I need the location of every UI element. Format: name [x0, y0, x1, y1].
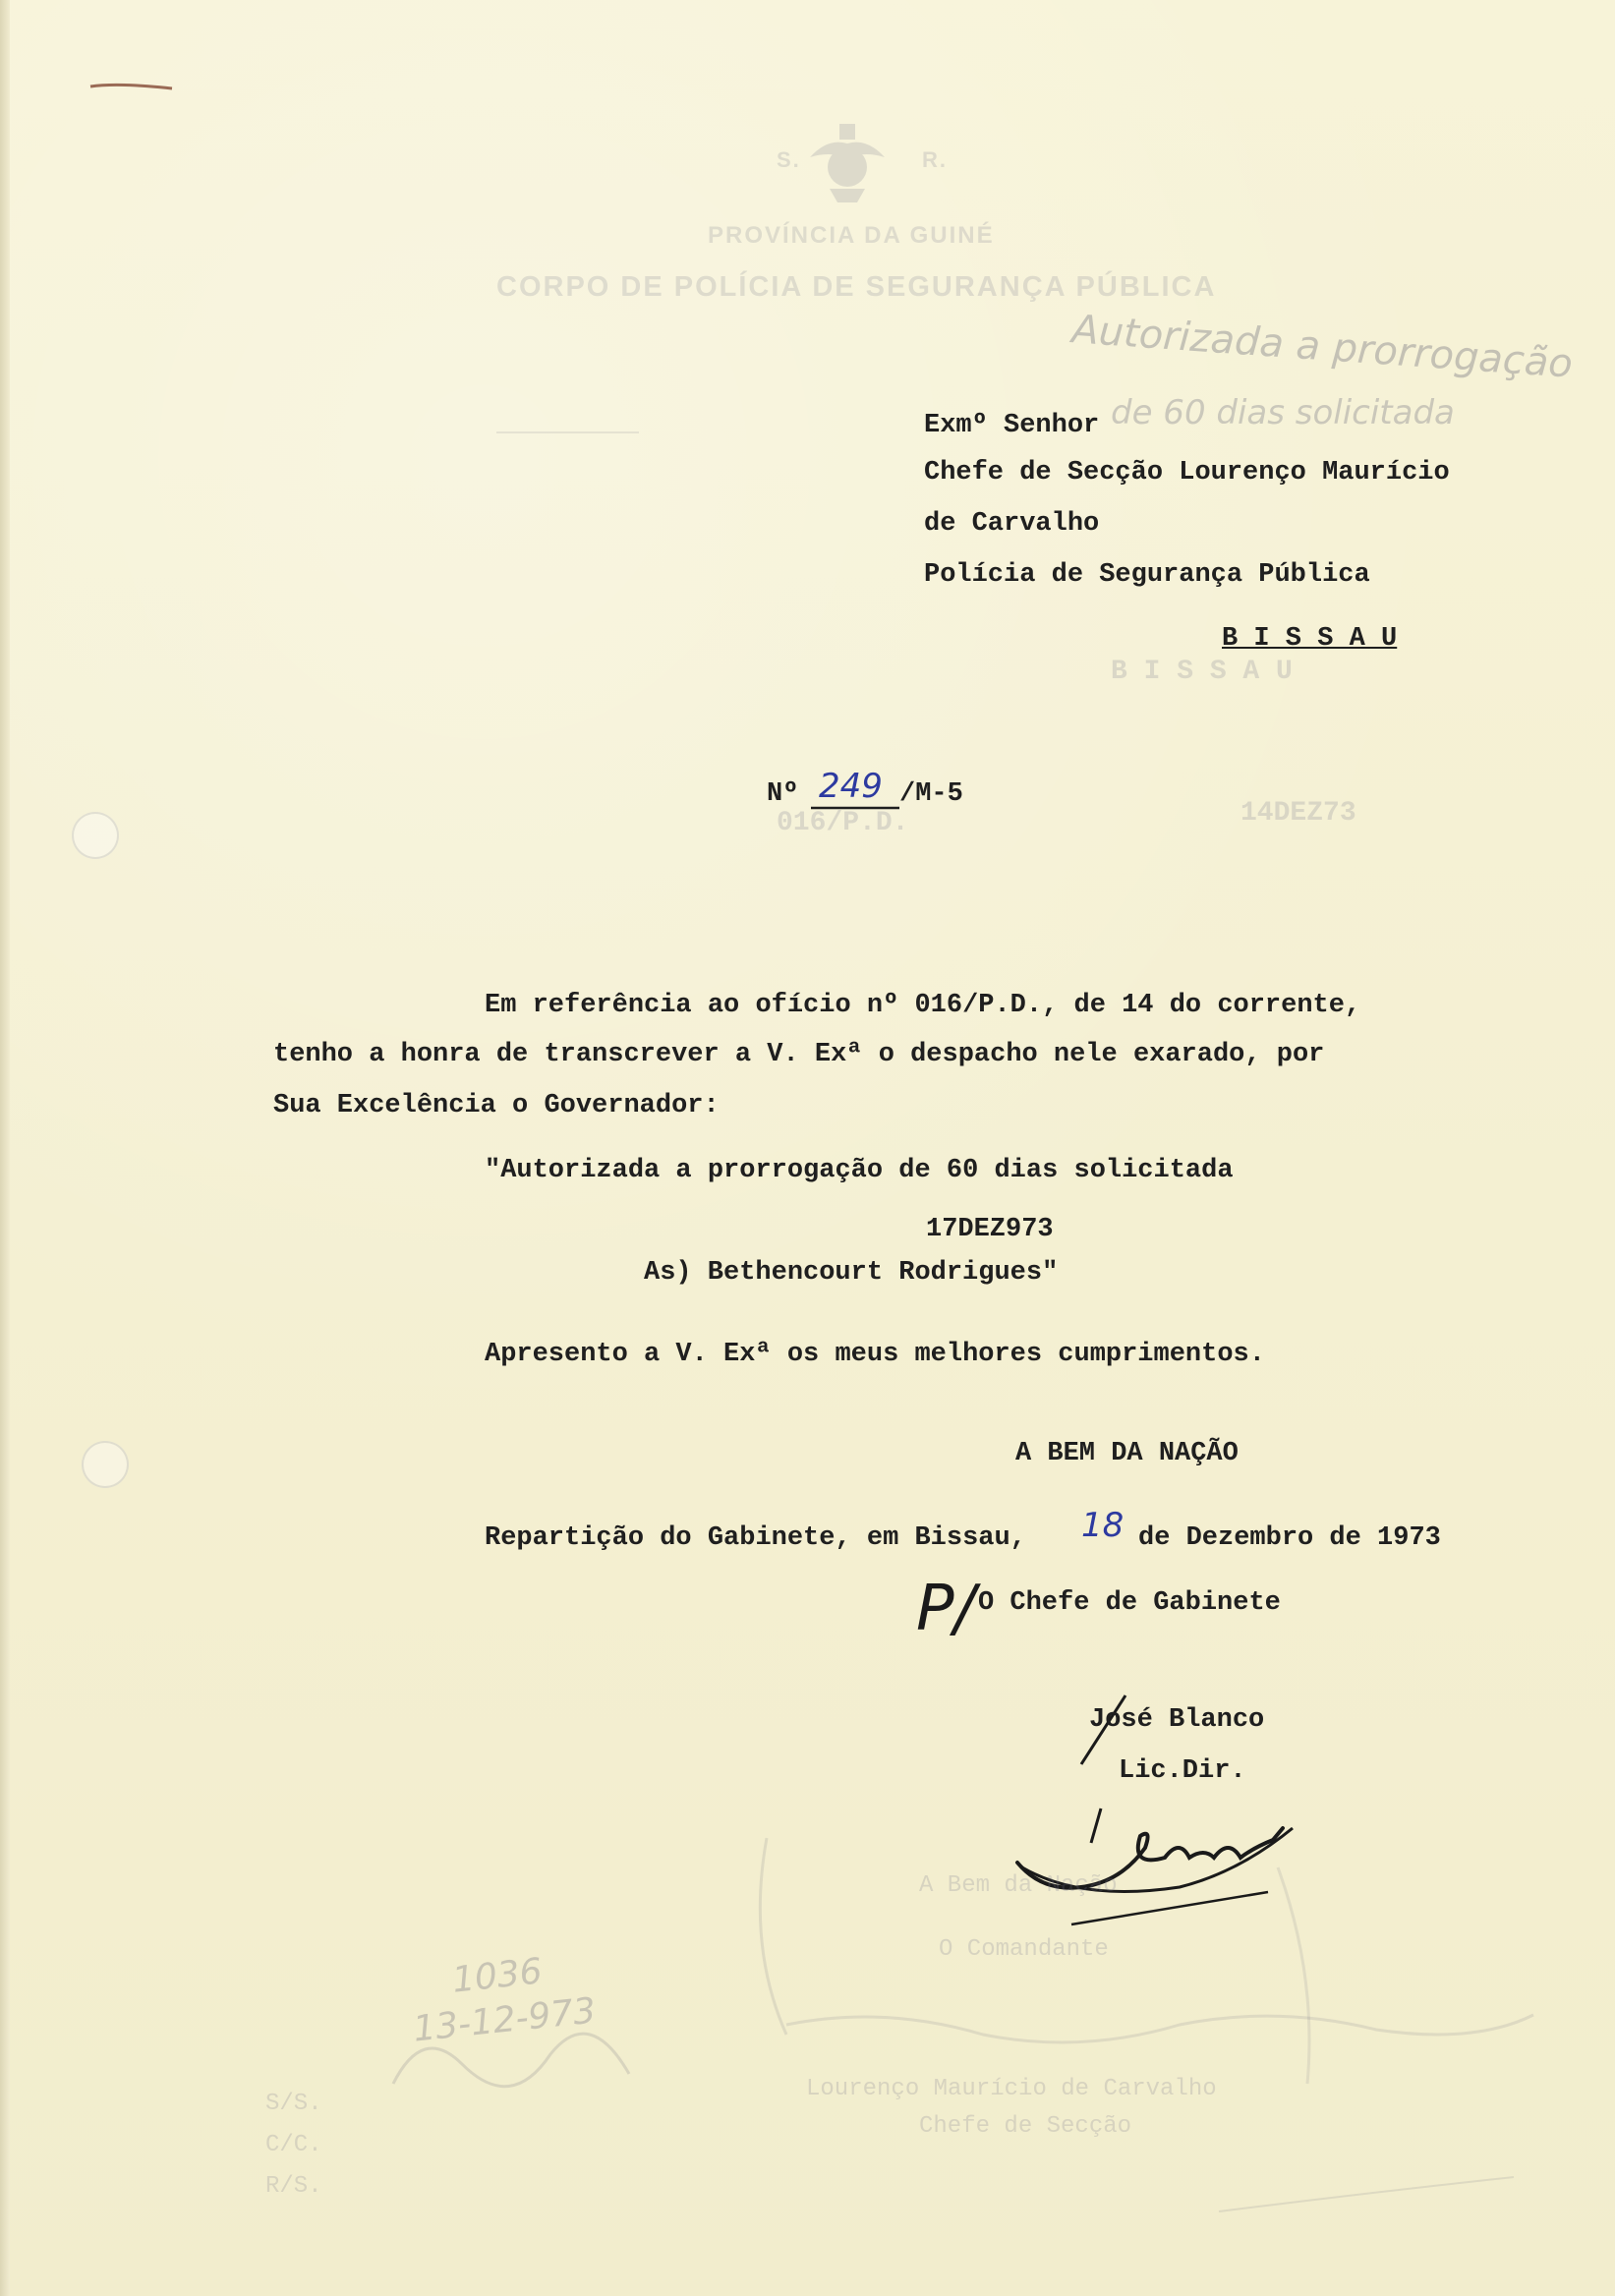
- punch-hole: [82, 1441, 129, 1488]
- show-through-name: Lourenço Maurício de Carvalho: [806, 2076, 1217, 2102]
- show-through-motto: A Bem da Nação: [919, 1872, 1118, 1899]
- letterhead-province: PROVÍNCIA DA GUINÉ: [708, 222, 995, 249]
- closing-line: Apresento a V. Exª os meus melhores cumprimentos.: [485, 1340, 1265, 1369]
- recipient-salutation: Exmº Senhor: [924, 411, 1100, 440]
- recipient-line-1: Chefe de Secção Lourenço Maurício: [924, 458, 1450, 488]
- recipient-line-2: de Carvalho: [924, 509, 1100, 539]
- show-through-city: B I S S A U: [1111, 657, 1293, 687]
- reference-prefix: Nº: [767, 779, 799, 809]
- body-para1-line2: tenho a honra de transcrever a V. Exª o despacho nele exarado, por: [273, 1040, 1325, 1069]
- body-para1-line1: Em referência ao ofício nº 016/P.D., de 14 do corrente,: [485, 991, 1361, 1020]
- signature-title: O Chefe de Gabinete: [978, 1588, 1281, 1618]
- dateline-prefix: Repartição do Gabinete, em Bissau,: [485, 1523, 1026, 1553]
- signature-name: José Blanco: [1089, 1705, 1265, 1735]
- quote-signature: As) Bethencourt Rodrigues": [644, 1258, 1059, 1288]
- body-para1-line3: Sua Excelência o Governador:: [273, 1091, 720, 1120]
- recipient-line-3: Polícia de Segurança Pública: [924, 560, 1370, 590]
- reference-suffix: /M-5: [899, 779, 963, 809]
- pp-mark: P/: [916, 1573, 976, 1645]
- letterhead-corps: CORPO DE POLÍCIA DE SEGURANÇA PÚBLICA: [496, 271, 1217, 303]
- letterhead-initial-left: S.: [777, 147, 801, 172]
- show-through-role: Chefe de Secção: [919, 2113, 1132, 2140]
- show-through-codes: S/S. C/C. R/S.: [265, 2091, 322, 2200]
- quote-line-1: "Autorizada a prorrogação de 60 dias solicitada: [485, 1156, 1234, 1185]
- signature-role: Lic.Dir.: [1119, 1756, 1246, 1786]
- dateline-day-handwritten: 18: [1081, 1506, 1125, 1545]
- quote-date: 17DEZ973: [926, 1215, 1054, 1244]
- recipient-city: B I S S A U: [1222, 624, 1398, 654]
- punch-hole: [72, 812, 119, 859]
- coat-of-arms-icon: [810, 124, 885, 202]
- show-through-date: 14DEZ73: [1240, 798, 1356, 829]
- show-through-ref: 016/P.D.: [777, 808, 909, 838]
- handwritten-note-top: Autorizada a prorrogação: [1070, 307, 1575, 387]
- motto: A BEM DA NAÇÃO: [1015, 1439, 1239, 1468]
- show-through-title: O Comandante: [939, 1936, 1109, 1963]
- reference-number-handwritten: 249: [819, 767, 883, 806]
- handwritten-stamp-date: 13-12-973: [411, 1990, 598, 2050]
- handwritten-stamp-number: 1036: [450, 1951, 545, 2001]
- dateline-suffix: de Dezembro de 1973: [1138, 1523, 1441, 1553]
- handwritten-note-top-2: de 60 dias solicitada: [1111, 393, 1455, 432]
- letterhead-initial-right: R.: [922, 147, 948, 172]
